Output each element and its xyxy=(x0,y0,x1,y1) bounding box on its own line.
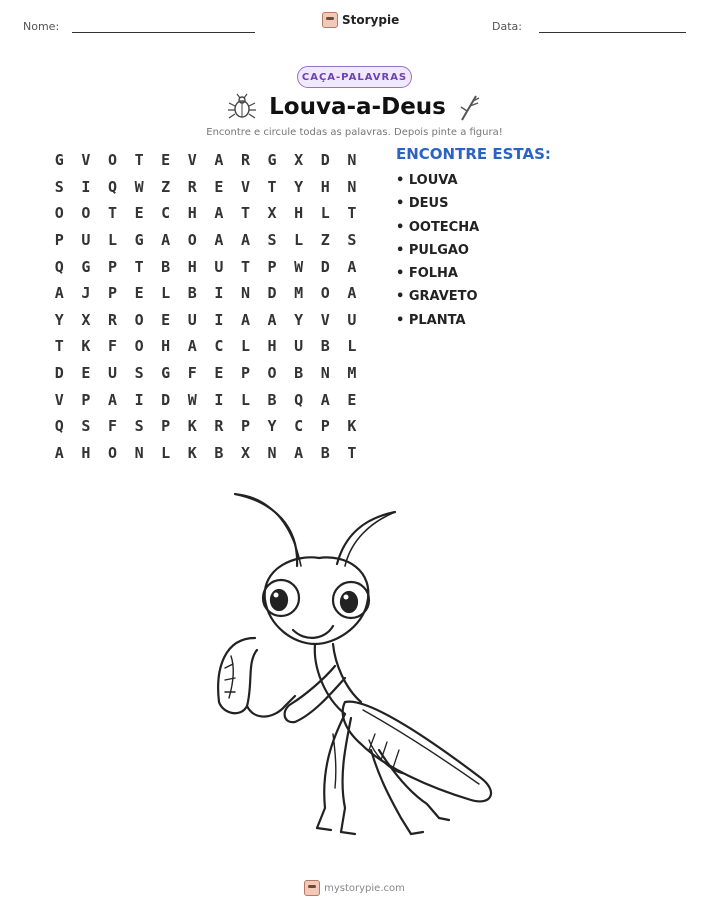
grid-letter[interactable]: I xyxy=(214,310,224,329)
bug-icon xyxy=(227,93,257,121)
grid-letter[interactable]: V xyxy=(54,390,64,409)
word-list-item: • OOTECHA xyxy=(396,219,480,235)
grid-letter[interactable]: P xyxy=(320,417,330,436)
grid-letter[interactable]: S xyxy=(347,231,357,250)
grid-letter[interactable]: Y xyxy=(54,310,64,329)
grid-letter[interactable]: O xyxy=(134,337,144,356)
grid-letter[interactable]: L xyxy=(161,284,171,303)
grid-letter[interactable]: V xyxy=(240,177,250,196)
grid-letter[interactable]: R xyxy=(214,417,224,436)
grid-letter[interactable]: T xyxy=(267,177,277,196)
grid-letter[interactable]: X xyxy=(267,204,277,223)
grid-letter[interactable]: N xyxy=(267,443,277,462)
grid-letter[interactable]: V xyxy=(81,151,91,170)
grid-letter[interactable]: A xyxy=(320,390,330,409)
storypie-logo xyxy=(322,12,399,28)
grid-letter[interactable]: H xyxy=(187,204,197,223)
grid-letter[interactable]: W xyxy=(294,257,304,276)
grid-letter[interactable]: Q xyxy=(54,257,64,276)
grid-letter[interactable]: K xyxy=(347,417,357,436)
twig-icon xyxy=(458,92,482,122)
grid-letter[interactable]: L xyxy=(240,337,250,356)
grid-letter[interactable]: P xyxy=(54,231,64,250)
grid-letter[interactable]: K xyxy=(81,337,91,356)
grid-letter[interactable]: V xyxy=(320,310,330,329)
grid-letter[interactable]: N xyxy=(347,151,357,170)
grid-letter[interactable]: K xyxy=(187,443,197,462)
grid-letter[interactable]: A xyxy=(267,310,277,329)
grid-letter[interactable]: O xyxy=(107,443,117,462)
grid-letter[interactable]: B xyxy=(187,284,197,303)
grid-letter[interactable]: H xyxy=(294,204,304,223)
grid-letter[interactable]: D xyxy=(161,390,171,409)
grid-letter[interactable]: Z xyxy=(161,177,171,196)
grid-letter[interactable]: T xyxy=(107,204,117,223)
brand-name: Storypie xyxy=(342,13,400,27)
grid-letter[interactable]: D xyxy=(267,284,277,303)
grid-letter[interactable]: Q xyxy=(54,417,64,436)
word-list-heading: ENCONTRE ESTAS: xyxy=(396,145,551,163)
name-label: Nome: xyxy=(23,20,60,33)
grid-letter[interactable]: E xyxy=(214,364,224,383)
grid-letter[interactable]: H xyxy=(187,257,197,276)
grid-letter[interactable]: P xyxy=(107,284,117,303)
grid-letter[interactable]: U xyxy=(214,257,224,276)
grid-letter[interactable]: C xyxy=(294,417,304,436)
word-list-item: • PLANTA xyxy=(396,312,466,328)
grid-letter[interactable]: D xyxy=(54,364,64,383)
grid-letter[interactable]: A xyxy=(54,284,64,303)
grid-letter[interactable]: H xyxy=(320,177,330,196)
grid-letter[interactable]: X xyxy=(294,151,304,170)
grid-letter[interactable]: P xyxy=(240,417,250,436)
praying-mantis-illustration[interactable] xyxy=(195,488,505,850)
grid-letter[interactable]: C xyxy=(161,204,171,223)
grid-letter[interactable]: U xyxy=(107,364,117,383)
grid-letter[interactable]: Q xyxy=(107,177,117,196)
grid-letter[interactable]: Z xyxy=(320,231,330,250)
grid-letter[interactable]: P xyxy=(267,257,277,276)
grid-letter[interactable]: T xyxy=(134,151,144,170)
grid-letter[interactable]: G xyxy=(161,364,171,383)
grid-letter[interactable]: A xyxy=(214,204,224,223)
grid-letter[interactable]: T xyxy=(240,257,250,276)
grid-letter[interactable]: U xyxy=(81,231,91,250)
grid-letter[interactable]: R xyxy=(240,151,250,170)
grid-letter[interactable]: Y xyxy=(267,417,277,436)
grid-letter[interactable]: O xyxy=(54,204,64,223)
grid-letter[interactable]: I xyxy=(214,284,224,303)
grid-letter[interactable]: K xyxy=(187,417,197,436)
grid-letter[interactable]: C xyxy=(214,337,224,356)
footer xyxy=(0,880,709,896)
word-list-item: • LOUVA xyxy=(396,173,458,188)
grid-letter[interactable]: O xyxy=(107,151,117,170)
grid-letter[interactable]: E xyxy=(161,151,171,170)
grid-letter[interactable]: L xyxy=(320,204,330,223)
grid-letter[interactable]: Q xyxy=(294,390,304,409)
grid-letter[interactable]: A xyxy=(240,231,250,250)
instructions-text: Encontre e circule todas as palavras. Depois pinte a figura! xyxy=(206,127,503,138)
grid-letter[interactable]: W xyxy=(134,177,144,196)
grid-letter[interactable]: L xyxy=(161,443,171,462)
grid-letter[interactable]: I xyxy=(214,390,224,409)
grid-letter[interactable]: O xyxy=(187,231,197,250)
grid-letter[interactable]: G xyxy=(134,231,144,250)
grid-letter[interactable]: A xyxy=(214,151,224,170)
word-list-item: • DEUS xyxy=(396,196,449,212)
grid-letter[interactable]: P xyxy=(107,257,117,276)
grid-letter[interactable]: B xyxy=(294,364,304,383)
grid-letter[interactable]: A xyxy=(107,390,117,409)
grid-letter[interactable]: N xyxy=(134,443,144,462)
date-label: Data: xyxy=(492,20,522,33)
grid-letter[interactable]: A xyxy=(161,231,171,250)
name-field-line[interactable] xyxy=(72,32,255,33)
grid-letter[interactable]: A xyxy=(214,231,224,250)
grid-letter[interactable]: B xyxy=(320,337,330,356)
grid-letter[interactable]: N xyxy=(320,364,330,383)
grid-letter[interactable]: F xyxy=(187,364,197,383)
grid-letter[interactable]: E xyxy=(134,204,144,223)
grid-letter[interactable]: H xyxy=(161,337,171,356)
grid-letter[interactable]: S xyxy=(134,417,144,436)
title-row xyxy=(0,92,709,122)
grid-letter[interactable]: A xyxy=(347,257,357,276)
grid-letter[interactable]: E xyxy=(81,364,91,383)
grid-letter[interactable]: L xyxy=(294,231,304,250)
grid-letter[interactable]: L xyxy=(347,337,357,356)
word-list-item: • GRAVETO xyxy=(396,289,478,305)
grid-letter[interactable]: A xyxy=(347,284,357,303)
grid-letter[interactable]: A xyxy=(187,337,197,356)
grid-letter[interactable]: U xyxy=(187,310,197,329)
word-search-grid[interactable] xyxy=(46,147,365,466)
grid-letter[interactable]: L xyxy=(240,390,250,409)
grid-letter[interactable]: N xyxy=(240,284,250,303)
grid-letter[interactable]: M xyxy=(347,364,357,383)
grid-letter[interactable]: O xyxy=(134,310,144,329)
date-field-line[interactable] xyxy=(539,32,686,33)
grid-letter[interactable]: B xyxy=(214,443,224,462)
grid-letter[interactable]: R xyxy=(187,177,197,196)
grid-letter[interactable]: H xyxy=(267,337,277,356)
grid-letter[interactable]: G xyxy=(267,151,277,170)
grid-letter[interactable]: I xyxy=(134,390,144,409)
grid-letter[interactable]: U xyxy=(347,310,357,329)
grid-letter[interactable]: H xyxy=(81,443,91,462)
grid-letter[interactable]: A xyxy=(240,310,250,329)
grid-letter[interactable]: V xyxy=(187,151,197,170)
grid-letter[interactable]: X xyxy=(81,310,91,329)
grid-letter[interactable]: P xyxy=(240,364,250,383)
grid-letter[interactable]: J xyxy=(81,284,91,303)
category-badge: CAÇA-PALAVRAS xyxy=(297,66,412,88)
grid-letter[interactable]: Y xyxy=(294,310,304,329)
grid-letter[interactable]: T xyxy=(240,204,250,223)
grid-letter[interactable]: E xyxy=(347,390,357,409)
grid-letter[interactable]: T xyxy=(54,337,64,356)
grid-letter[interactable]: E xyxy=(161,310,171,329)
grid-letter[interactable]: S xyxy=(134,364,144,383)
grid-letter[interactable]: S xyxy=(81,417,91,436)
grid-letter[interactable]: O xyxy=(267,364,277,383)
grid-letter[interactable]: N xyxy=(347,177,357,196)
grid-letter[interactable]: F xyxy=(107,417,117,436)
grid-letter[interactable]: A xyxy=(294,443,304,462)
grid-letter[interactable]: S xyxy=(54,177,64,196)
grid-letter[interactable]: L xyxy=(107,231,117,250)
footer-mascot-icon xyxy=(304,880,320,896)
grid-letter[interactable]: S xyxy=(267,231,277,250)
grid-letter[interactable]: P xyxy=(161,417,171,436)
grid-letter[interactable]: D xyxy=(320,151,330,170)
grid-letter[interactable]: B xyxy=(267,390,277,409)
grid-letter[interactable]: E xyxy=(214,177,224,196)
grid-letter[interactable]: X xyxy=(240,443,250,462)
grid-letter[interactable]: F xyxy=(107,337,117,356)
word-list xyxy=(396,172,479,335)
grid-letter[interactable]: I xyxy=(81,177,91,196)
grid-letter[interactable]: M xyxy=(294,284,304,303)
grid-letter[interactable]: B xyxy=(161,257,171,276)
word-list-item: • FOLHA xyxy=(396,266,458,282)
grid-letter[interactable]: P xyxy=(81,390,91,409)
word-list-item: • PULGAO xyxy=(396,242,469,258)
grid-letter[interactable]: G xyxy=(81,257,91,276)
grid-letter[interactable]: B xyxy=(320,443,330,462)
grid-letter[interactable]: G xyxy=(54,151,64,170)
grid-letter[interactable]: Y xyxy=(294,177,304,196)
footer-url[interactable]: mystorypie.com xyxy=(324,882,405,894)
grid-letter[interactable]: U xyxy=(294,337,304,356)
grid-letter[interactable]: T xyxy=(347,443,357,462)
grid-letter[interactable]: D xyxy=(320,257,330,276)
grid-letter[interactable]: T xyxy=(134,257,144,276)
grid-letter[interactable]: O xyxy=(81,204,91,223)
storypie-mascot-icon xyxy=(322,12,338,28)
grid-letter[interactable]: E xyxy=(134,284,144,303)
grid-letter[interactable]: W xyxy=(187,390,197,409)
grid-letter[interactable]: A xyxy=(54,443,64,462)
page-title: Louva-a-Deus xyxy=(269,94,446,120)
grid-letter[interactable]: R xyxy=(107,310,117,329)
grid-letter[interactable]: O xyxy=(320,284,330,303)
grid-letter[interactable]: T xyxy=(347,204,357,223)
